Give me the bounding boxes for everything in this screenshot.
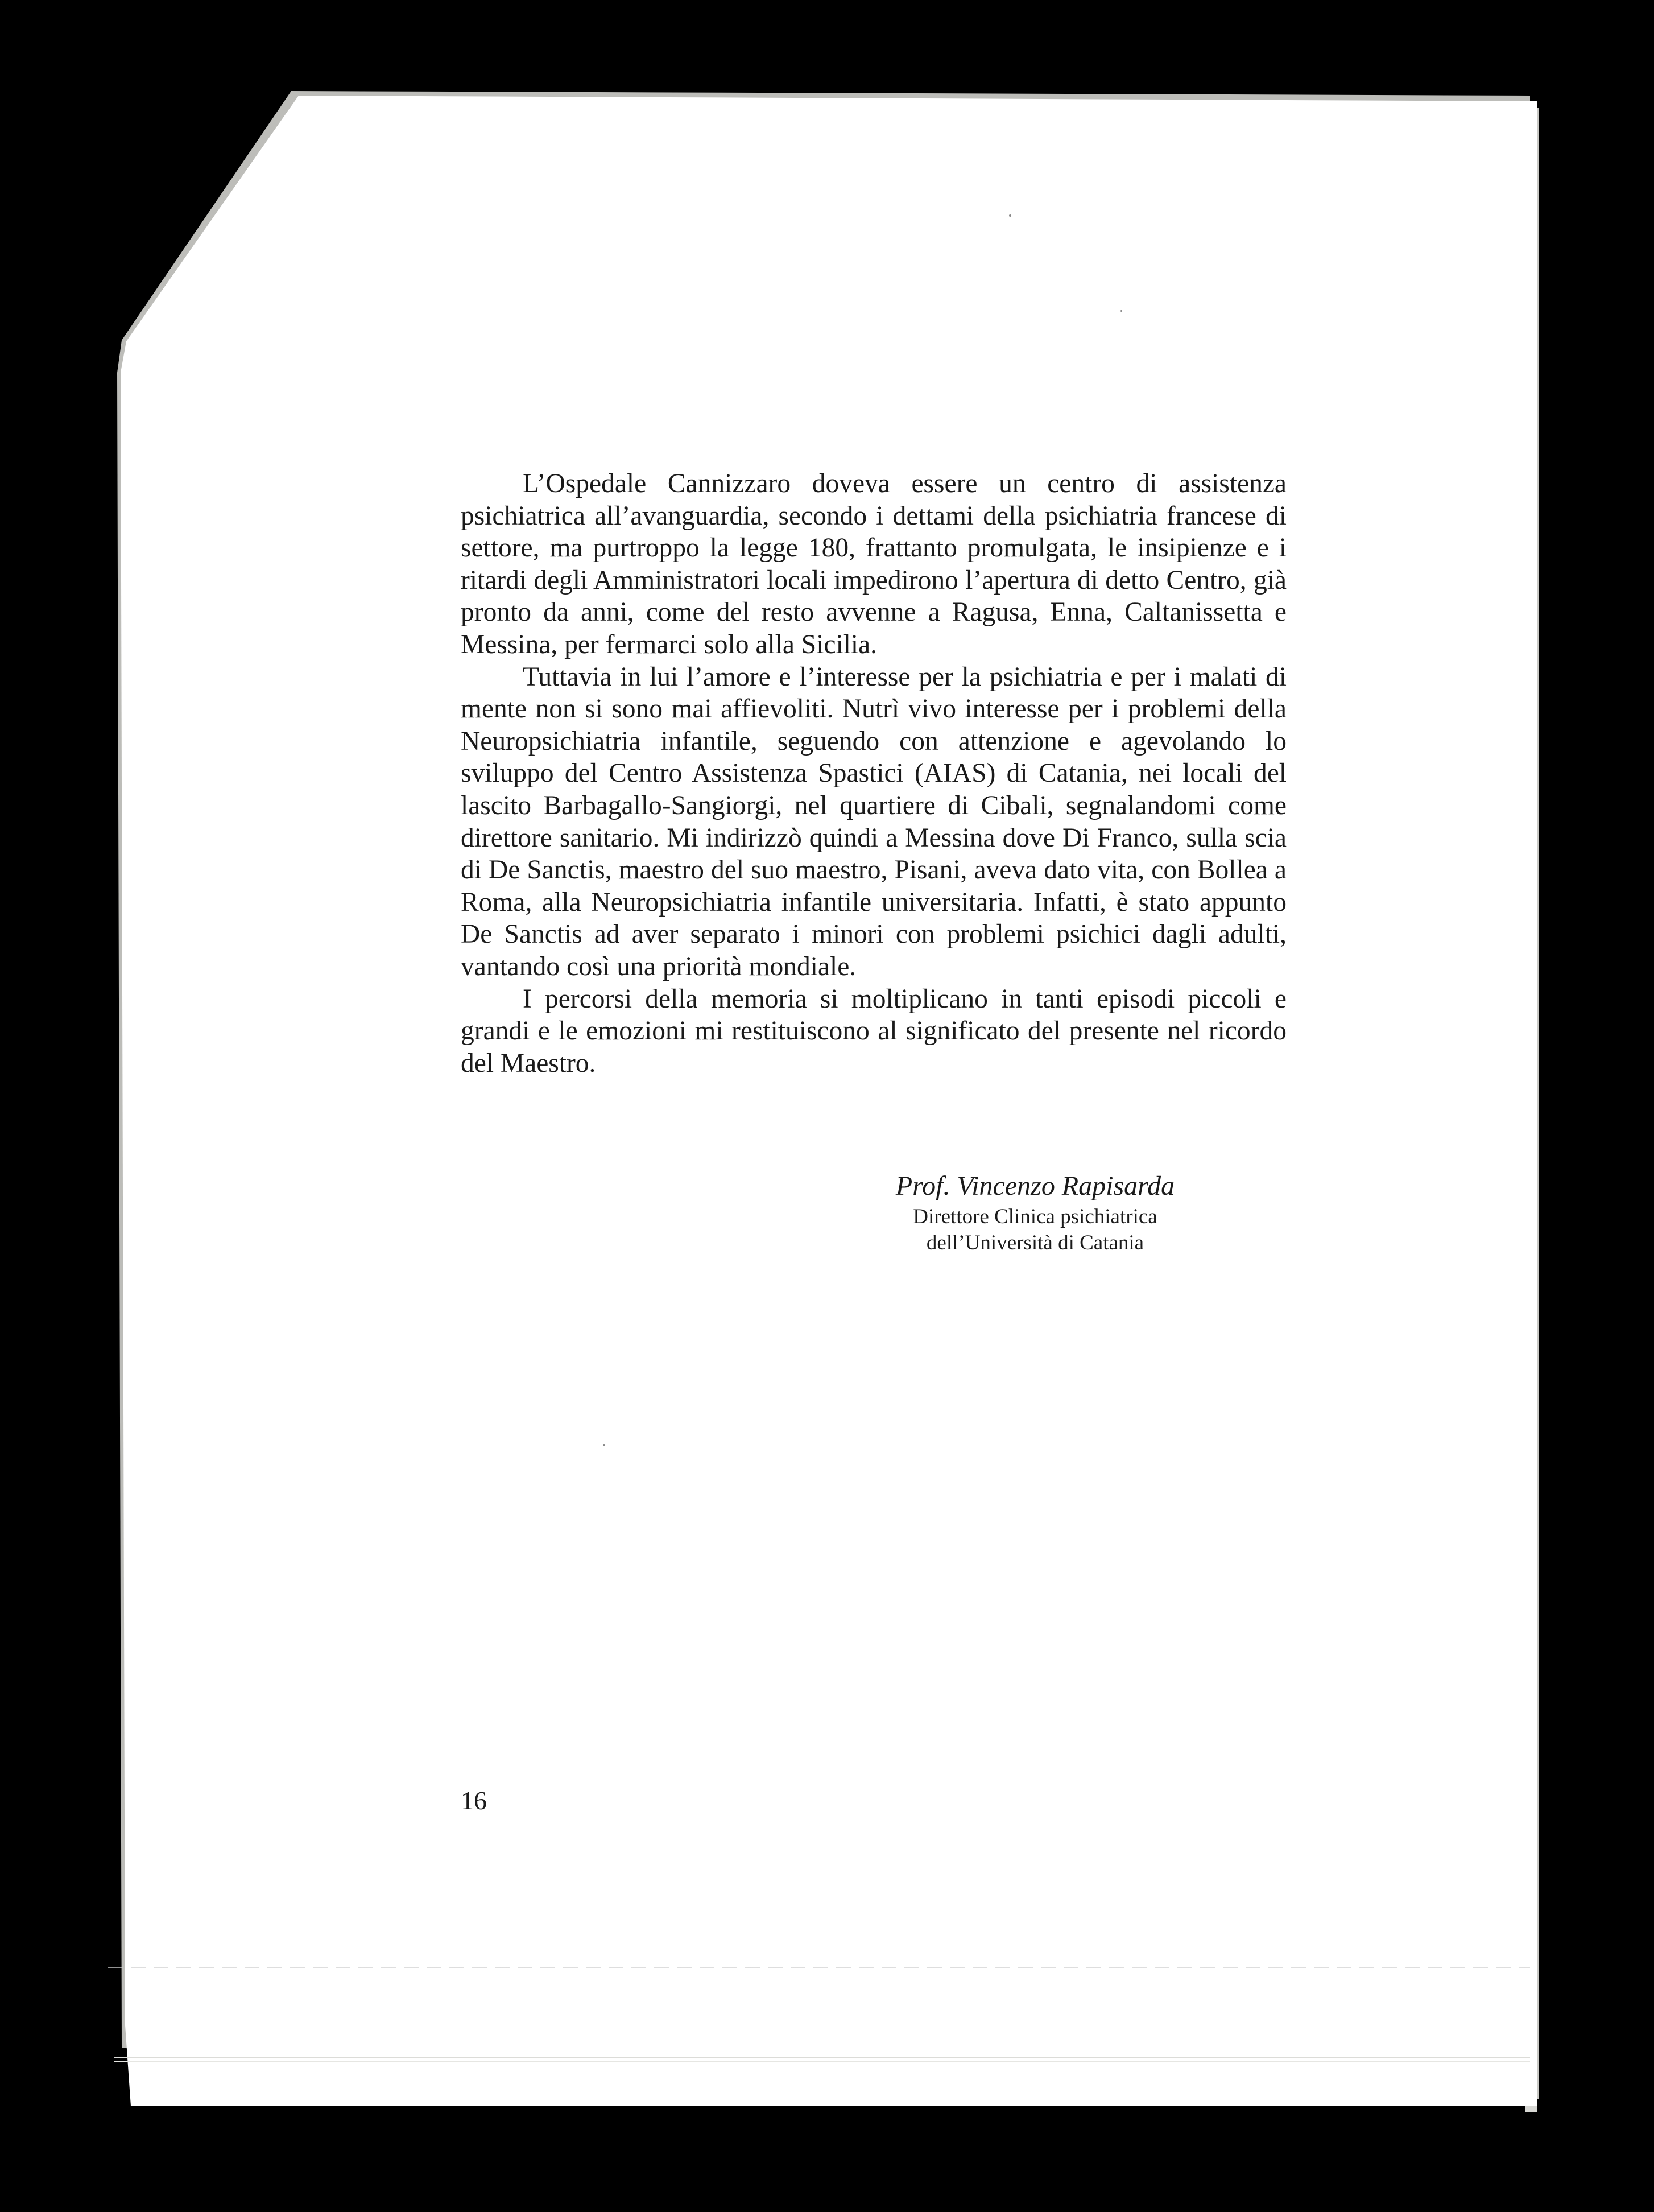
page-fold-line — [108, 1967, 1530, 1968]
signature-block — [796, 1170, 1274, 1256]
paragraph: Tuttavia in lui l’amore e l’interesse per la psichiatria e per i malati di mente non si sono mai affievoliti. Nutrì vivo interesse per i problemi della Neuropsichiatria infantile, seguendo con attenzione e agevolando lo sviluppo del Centro Assistenza Spastici (AIAS) di Catania, nei locali del lascito Barbagallo-Sangiorgi, nel quartiere di Cibali, segnalandomi come direttore sanitario. Mi indirizzò quindi a Messina dove Di Franco, sulla scia di De Sanctis, maestro del suo maestro, Pisani, aveva dato vita, con Bollea a Roma, alla Neuropsichiatria infantile universitaria. Infatti, è stato appunto De Sanctis ad aver separato i minori con problemi psichici dagli adulti, vantando così una priorità mondiale. — [461, 662, 1287, 981]
scan-speck — [1120, 310, 1122, 312]
scan-speck — [1009, 214, 1011, 217]
paper-stack-bottom-edge — [114, 2057, 1530, 2062]
paragraph: L’Ospedale Cannizzaro doveva essere un centro di assistenza psichiatrica all’avanguardia, secondo i dettami della psichiatria francese di settore, ma purtroppo la legge 180, frattanto promulgata, le insipienze e i ritardi degli Amministratori locali impedirono l’apertura di detto Centro, già pronto da anni, come del resto avvenne a Ragusa, Enna, Caltanissetta e Messina, per fermarci solo alla Sicilia. — [461, 469, 1287, 659]
signature-name: Prof. Vincenzo Rapisarda — [895, 1171, 1175, 1201]
page-number: 16 — [461, 1786, 487, 1815]
signature-role: Direttore Clinica psichiatrica — [913, 1205, 1157, 1228]
paragraph: I percorsi della memoria si moltiplicano in tanti episodi piccoli e grandi e le emozioni mi restituiscono al significato del presente nel ricordo del Maestro. — [461, 984, 1287, 1078]
body-text — [461, 468, 1287, 1079]
scan-speck — [603, 1444, 605, 1446]
signature-affiliation: dell’Università di Catania — [926, 1231, 1144, 1254]
